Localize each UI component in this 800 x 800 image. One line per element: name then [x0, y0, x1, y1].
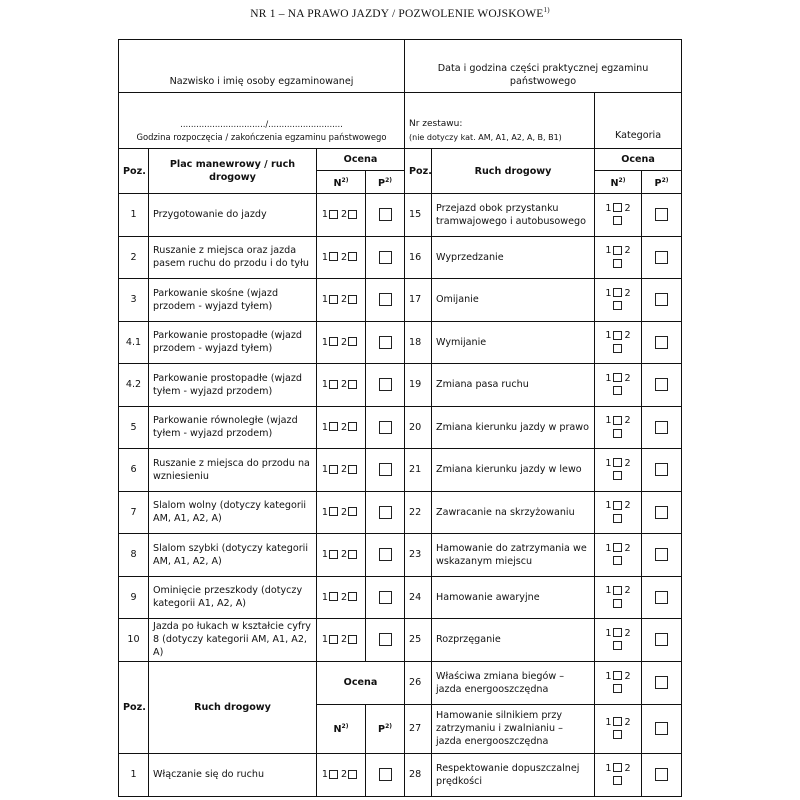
checkbox-1[interactable]: [613, 586, 622, 595]
date-field[interactable]: Data i godzina części praktycznej egzaminu państwowego: [405, 40, 682, 93]
p-score-cell: [366, 753, 405, 796]
n-score-options[interactable]: 1 2: [595, 576, 642, 619]
poz-number: 4.2: [119, 364, 149, 407]
table-row: [119, 321, 682, 364]
item-label: Przejazd obok przystanku tramwajowego i autobusowego: [432, 194, 595, 237]
n-score-options[interactable]: 1 2: [317, 279, 366, 322]
checkbox-1[interactable]: [613, 628, 622, 637]
p-checkbox[interactable]: [655, 591, 668, 604]
n-score-options[interactable]: 1 2: [317, 364, 366, 407]
p-checkbox[interactable]: [655, 378, 668, 391]
table-row: [119, 279, 682, 322]
p-score-cell: [366, 279, 405, 322]
p-header: $P^{2)}$: [366, 171, 405, 194]
checkbox-1[interactable]: [329, 210, 338, 219]
item-label: Slalom szybki (dotyczy kategorii AM, A1, A2, A): [149, 534, 317, 577]
table-row: [119, 491, 682, 534]
checkbox-1[interactable]: [613, 458, 622, 467]
item-label: Jazda po łukach w kształcie cyfry 8 (dotyczy kategorii AM, A1, A2, A): [149, 619, 317, 662]
p-checkbox[interactable]: [655, 768, 668, 781]
p-checkbox[interactable]: [379, 421, 392, 434]
checkbox-1[interactable]: [613, 373, 622, 382]
p-checkbox[interactable]: [379, 378, 392, 391]
n-score-options[interactable]: 1 2: [595, 491, 642, 534]
checkbox-2[interactable]: [348, 337, 357, 346]
p-score-cell: [366, 364, 405, 407]
checkbox-1[interactable]: [613, 288, 622, 297]
p-checkbox[interactable]: [379, 548, 392, 561]
ocena-header: Ocena: [317, 149, 405, 171]
p-score-cell: [642, 236, 682, 279]
p-checkbox[interactable]: [379, 251, 392, 264]
item-label: Parkowanie prostopadłe (wjazd przodem - wyjazd tyłem): [149, 321, 317, 364]
poz-number: 8: [119, 534, 149, 577]
table-row: [119, 619, 682, 662]
checkbox-2[interactable]: [348, 592, 357, 601]
checkbox-2[interactable]: [348, 380, 357, 389]
item-label: Hamowanie awaryjne: [432, 576, 595, 619]
p-checkbox[interactable]: [655, 633, 668, 646]
bottom-title-header: Ruch drogowy: [149, 661, 317, 753]
left-title-header: Plac manewrowy / ruch drogowy: [149, 149, 317, 194]
item-label: Rozprzęganie: [432, 619, 595, 662]
item-label: Parkowanie skośne (wjazd przodem - wyjazd tyłem): [149, 279, 317, 322]
p-checkbox[interactable]: [655, 463, 668, 476]
p-score-cell: [642, 576, 682, 619]
p-checkbox[interactable]: [379, 506, 392, 519]
n-score-options[interactable]: 1 2: [595, 661, 642, 704]
poz-header: Poz.: [119, 661, 149, 753]
exam-form-table: [118, 39, 682, 797]
checkbox-1[interactable]: [329, 380, 338, 389]
p-score-cell: [642, 406, 682, 449]
checkbox-1[interactable]: [329, 337, 338, 346]
checkbox-2[interactable]: [348, 465, 357, 474]
checkbox-2[interactable]: [348, 635, 357, 644]
item-label: Omijanie: [432, 279, 595, 322]
n-score-options[interactable]: 1 2: [317, 194, 366, 237]
p-score-cell: [642, 619, 682, 662]
n-score-options[interactable]: 1 2: [317, 619, 366, 662]
p-score-cell: [366, 321, 405, 364]
poz-number: 1: [119, 753, 149, 796]
n-header: $N^{2)}$: [317, 704, 366, 753]
checkbox-1[interactable]: [613, 416, 622, 425]
checkbox-2[interactable]: [613, 730, 622, 739]
checkbox-2[interactable]: [613, 471, 622, 480]
poz-number: 17: [405, 279, 432, 322]
checkbox-1[interactable]: [329, 635, 338, 644]
p-score-cell: [366, 236, 405, 279]
n-score-options[interactable]: 1 2: [317, 321, 366, 364]
time-field[interactable]: ................................/............................ Godzina rozpoczęcia / zakończenia egzaminu państwowego: [119, 93, 405, 149]
n-score-options[interactable]: 1 2: [317, 576, 366, 619]
item-label: Przygotowanie do jazdy: [149, 194, 317, 237]
p-checkbox[interactable]: [379, 208, 392, 221]
checkbox-2[interactable]: [613, 386, 622, 395]
checkbox-2[interactable]: [348, 507, 357, 516]
item-label: Zmiana kierunku jazdy w prawo: [432, 406, 595, 449]
p-score-cell: [366, 619, 405, 662]
p-score-cell: [366, 576, 405, 619]
item-label: Zmiana kierunku jazdy w lewo: [432, 449, 595, 492]
n-score-options[interactable]: 1 2: [595, 364, 642, 407]
poz-number: 19: [405, 364, 432, 407]
poz-header: Poz.: [405, 149, 432, 194]
n-score-options[interactable]: 1 2: [595, 534, 642, 577]
checkbox-1[interactable]: [329, 770, 338, 779]
p-checkbox[interactable]: [379, 336, 392, 349]
p-score-cell: [366, 406, 405, 449]
p-checkbox[interactable]: [379, 293, 392, 306]
p-score-cell: [366, 449, 405, 492]
name-field[interactable]: Nazwisko i imię osoby egzaminowanej: [119, 40, 405, 93]
ocena-header: Ocena: [595, 149, 682, 171]
p-score-cell: [642, 661, 682, 704]
checkbox-2[interactable]: [613, 684, 622, 693]
p-score-cell: [366, 194, 405, 237]
checkbox-1[interactable]: [613, 717, 622, 726]
checkbox-2[interactable]: [348, 210, 357, 219]
p-score-cell: [642, 364, 682, 407]
p-score-cell: [642, 194, 682, 237]
poz-number: 7: [119, 491, 149, 534]
checkbox-2[interactable]: [348, 770, 357, 779]
item-label: Hamowanie silnikiem przy zatrzymaniu i zwalnianiu – jazda energooszczędna: [432, 704, 595, 753]
right-title-header: Ruch drogowy: [432, 149, 595, 194]
p-score-cell: [642, 491, 682, 534]
p-score-cell: [366, 534, 405, 577]
item-label: Ominięcie przeszkody (dotyczy kategorii A1, A2, A): [149, 576, 317, 619]
n-score-options[interactable]: 1 2: [317, 534, 366, 577]
poz-number: 26: [405, 661, 432, 704]
checkbox-2[interactable]: [613, 641, 622, 650]
p-checkbox[interactable]: [655, 293, 668, 306]
p-checkbox[interactable]: [379, 768, 392, 781]
poz-number: 20: [405, 406, 432, 449]
p-checkbox[interactable]: [655, 506, 668, 519]
checkbox-1[interactable]: [613, 543, 622, 552]
table-row: [119, 449, 682, 492]
p-header: $P^{2)}$: [366, 704, 405, 753]
poz-number: 18: [405, 321, 432, 364]
p-score-cell: [642, 449, 682, 492]
checkbox-2[interactable]: [613, 301, 622, 310]
item-label: Zawracanie na skrzyżowaniu: [432, 491, 595, 534]
checkbox-1[interactable]: [329, 422, 338, 431]
item-label: Zmiana pasa ruchu: [432, 364, 595, 407]
n-score-options[interactable]: 1 2: [317, 449, 366, 492]
p-checkbox[interactable]: [655, 548, 668, 561]
poz-number: 15: [405, 194, 432, 237]
poz-number: 2: [119, 236, 149, 279]
p-checkbox[interactable]: [379, 633, 392, 646]
n-score-options[interactable]: 1 2: [595, 236, 642, 279]
table-row: [119, 576, 682, 619]
p-header: $P^{2)}$: [642, 171, 682, 194]
checkbox-2[interactable]: [613, 344, 622, 353]
checkbox-2[interactable]: [613, 776, 622, 785]
checkbox-2[interactable]: [613, 429, 622, 438]
checkbox-2[interactable]: [348, 252, 357, 261]
p-score-cell: [366, 491, 405, 534]
checkbox-2[interactable]: [348, 422, 357, 431]
poz-number: 25: [405, 619, 432, 662]
poz-number: 1: [119, 194, 149, 237]
n-score-options[interactable]: 1 2: [595, 321, 642, 364]
item-label: Wymijanie: [432, 321, 595, 364]
item-label: Parkowanie prostopadłe (wjazd tyłem - wyjazd przodem): [149, 364, 317, 407]
n-header: $N^{2)}$: [595, 171, 642, 194]
checkbox-2[interactable]: [613, 599, 622, 608]
table-row: [119, 534, 682, 577]
p-score-cell: [642, 704, 682, 753]
checkbox-2[interactable]: [613, 259, 622, 268]
n-score-options[interactable]: 1 2: [317, 236, 366, 279]
category-label: Kategoria: [614, 130, 662, 141]
checkbox-1[interactable]: [613, 501, 622, 510]
p-score-cell: [642, 321, 682, 364]
poz-number: 3: [119, 279, 149, 322]
poz-number: 24: [405, 576, 432, 619]
checkbox-2[interactable]: [348, 550, 357, 559]
checkbox-2[interactable]: [348, 295, 357, 304]
checkbox-1[interactable]: [613, 763, 622, 772]
item-label: Hamowanie do zatrzymania we wskazanym miejscu: [432, 534, 595, 577]
checkbox-1[interactable]: [613, 203, 622, 212]
checkbox-1[interactable]: [613, 331, 622, 340]
p-checkbox[interactable]: [379, 463, 392, 476]
table-row: [119, 661, 682, 704]
poz-number: 22: [405, 491, 432, 534]
p-checkbox[interactable]: [655, 336, 668, 349]
p-score-cell: [642, 534, 682, 577]
poz-number: 4.1: [119, 321, 149, 364]
checkbox-1[interactable]: [329, 550, 338, 559]
poz-number: 6: [119, 449, 149, 492]
p-checkbox[interactable]: [655, 208, 668, 221]
p-score-cell: [642, 753, 682, 796]
poz-number: 21: [405, 449, 432, 492]
table-row: [119, 753, 682, 796]
poz-number: 28: [405, 753, 432, 796]
checkbox-1[interactable]: [329, 465, 338, 474]
item-label: Slalom wolny (dotyczy kategorii AM, A1, A2, A): [149, 491, 317, 534]
p-checkbox[interactable]: [379, 591, 392, 604]
p-checkbox[interactable]: [655, 251, 668, 264]
n-score-options[interactable]: 1 2: [595, 406, 642, 449]
checkbox-1[interactable]: [613, 246, 622, 255]
n-score-options[interactable]: 1 2: [595, 753, 642, 796]
n-score-options[interactable]: 1 2: [595, 279, 642, 322]
checkbox-1[interactable]: [329, 295, 338, 304]
n-score-options[interactable]: 1 2: [317, 406, 366, 449]
poz-number: 5: [119, 406, 149, 449]
checkbox-2[interactable]: [613, 514, 622, 523]
n-score-options[interactable]: 1 2: [317, 491, 366, 534]
poz-number: 16: [405, 236, 432, 279]
checkbox-2[interactable]: [613, 556, 622, 565]
poz-number: 9: [119, 576, 149, 619]
p-score-cell: [642, 279, 682, 322]
set-number-field[interactable]: Nr zestawu: (nie dotyczy kat. AM, A1, A2, A, B, B1): [405, 93, 595, 149]
poz-number: 23: [405, 534, 432, 577]
table-row: [119, 364, 682, 407]
checkbox-1[interactable]: [329, 592, 338, 601]
item-label: Włączanie się do ruchu: [149, 753, 317, 796]
item-label: Właściwa zmiana biegów – jazda energooszczędna: [432, 661, 595, 704]
checkbox-1[interactable]: [329, 252, 338, 261]
ocena-header: Ocena: [317, 661, 405, 704]
poz-header: Poz.: [119, 149, 149, 194]
checkbox-1[interactable]: [329, 507, 338, 516]
table-row: [119, 236, 682, 279]
item-label: Wyprzedzanie: [432, 236, 595, 279]
item-label: Respektowanie dopuszczalnej prędkości: [432, 753, 595, 796]
poz-number: 10: [119, 619, 149, 662]
item-label: Parkowanie równoległe (wjazd tyłem - wyjazd przodem): [149, 406, 317, 449]
poz-number: 27: [405, 704, 432, 753]
checkbox-2[interactable]: [613, 216, 622, 225]
document-title: NR 1 – NA PRAWO JAZDY / POZWOLENIE WOJSKOWE$^{1)}$: [250, 6, 550, 20]
item-label: Ruszanie z miejsca do przodu na wzniesieniu: [149, 449, 317, 492]
n-score-options[interactable]: 1 2: [595, 704, 642, 753]
checkbox-1[interactable]: [613, 671, 622, 680]
item-label: Ruszanie z miejsca oraz jazda pasem ruchu do przodu i do tyłu: [149, 236, 317, 279]
table-row: [119, 406, 682, 449]
n-score-options[interactable]: 1 2: [317, 753, 366, 796]
n-score-options[interactable]: 1 2: [595, 194, 642, 237]
n-score-options[interactable]: 1 2: [595, 619, 642, 662]
p-checkbox[interactable]: [655, 676, 668, 689]
table-row: [119, 194, 682, 237]
category-field[interactable]: [595, 93, 682, 149]
n-header: $N^{2)}$: [317, 171, 366, 194]
p-checkbox[interactable]: [655, 421, 668, 434]
n-score-options[interactable]: 1 2: [595, 449, 642, 492]
p-checkbox[interactable]: [655, 722, 668, 735]
